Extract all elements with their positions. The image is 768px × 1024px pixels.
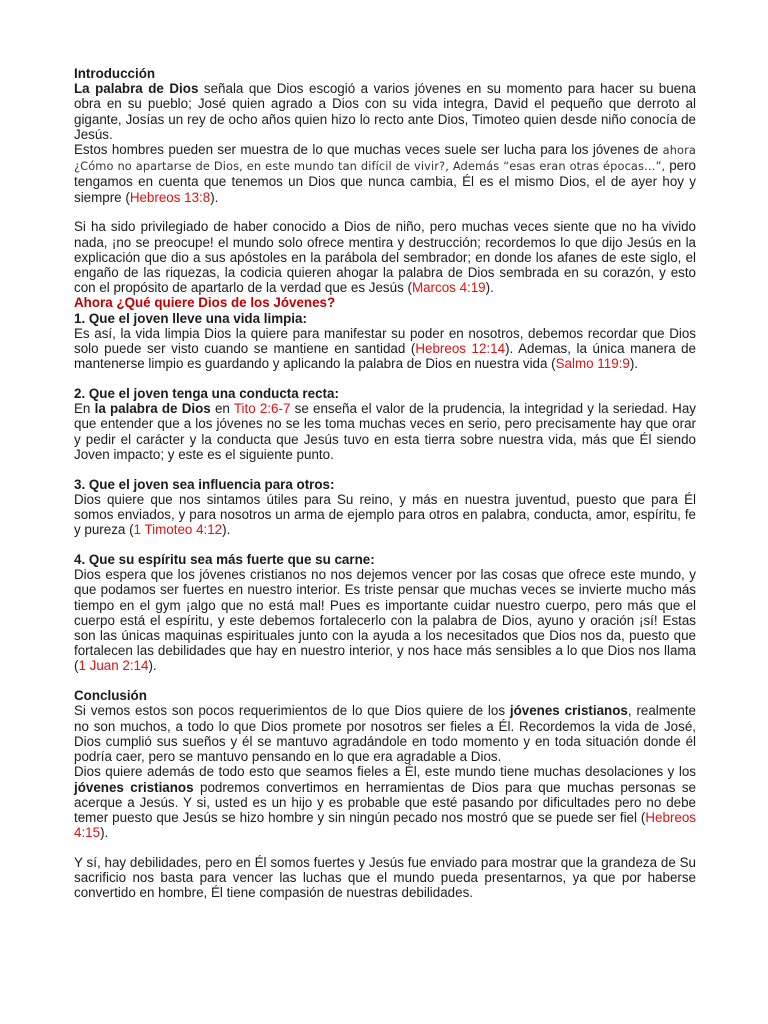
conclusion-paragraph-3: Y sí, hay debilidades, pero en Él somos fuertes y Jesús fue enviado para mostrar que la grandeza de Su sacrificio nos basta para vencer las luchas que el mundo pueda presentarnos, ya que por haberse convertido en hombre, Él tiene compasión de nuestras debilidades. — [74, 854, 696, 901]
section-1-paragraph: Es así, la vida limpia Dios la quiere para manifestar su poder en nosotros, debemos recordar que Dios solo puede ser visto cuando se mantiene en santidad (Hebreos 12:14). Ademas, la única manera de mantenerse limpio es guardando y aplicando la palabra de Dios en nuestra vida (Salmo 119:9). — [74, 325, 697, 372]
bold-phrase: La palabra de Dios — [74, 81, 199, 97]
section-3-paragraph: Dios quiere que nos sintamos útiles para Su reino, y más en nuestra juventud, puesto que para Él somos enviados, y para nosotros un arma de ejemplo para otros en palabra, conducta, amor, espíritu, fe y pureza (1 Timoteo 4:12). — [74, 491, 696, 538]
intro-paragraph-2: Estos hombres pueden ser muestra de lo que muchas veces suele ser lucha para los jóvenes de ahora ¿Cómo no apartarse de Dios, en este mundo tan difícil de vivir?, Además “esas eran otras épocas…”, pero tengamos en cuenta que tenemos un Dios que nunca cambia, Él es el mismo Dios, el de ayer hoy y siempre (Hebreos 13:8). — [74, 142, 696, 205]
section-1-heading: 1. Que el joven lleve una vida limpia: — [74, 310, 307, 326]
section-4-paragraph: Dios espera que los jóvenes cristianos no nos dejemos vencer por las cosas que ofrece este mundo, y que podamos ser fuertes en nuestro interior. Es triste pensar que muchas veces se invierte mucho más tiempo en el gym ¡algo que no está mal! Pues es importante cuidar nuestro cuerpo, pero más que el cuerpo está el espíritu, y este debemos fortalecerlo con la palabra de Dios, ayuno y oración ¡sí! Estas son las únicas maquinas espirituales junto con la ayuda a los necesitados que Dios nos da, puesto que fortalecen las debilidades que hay en nuestro interior, y nos hace más sensibles a lo que Dios nos llama (1 Juan 2:14). — [74, 567, 696, 674]
scripture-reference: Hebreos 4:15 — [74, 809, 696, 841]
section-4-heading: 4. Que su espíritu sea más fuerte que su carne: — [74, 552, 375, 568]
main-heading: Ahora ¿Qué quiere Dios de los Jóvenes? — [74, 295, 336, 311]
intro-paragraph-1: La palabra de Dios señala que Dios escogió a varios jóvenes en su momento para hacer su buena obra en su pueblo; José quien agrado a Dios con su vida integra, David el pequeño que derroto al gigante, Josías un rey de ocho años quien hizo lo recto ante Dios, Timoteo quien desde niño conocía de Jesús. — [74, 81, 696, 142]
conclusion-paragraph-2: Dios quiere además de todo esto que seamos fieles a Él, este mundo tiene muchas desolaciones y los jóvenes cristianos podremos convertimos en herramientas de Dios para que muchas personas se acerque a Jesús. Y si, usted es un hijo y es probable que esté pasando por dificultades pero no debe temer puesto que Jesús se hizo hombre y sin ningún pecado nos mostró que se puede ser fiel (Hebreos 4:15). — [74, 764, 696, 841]
scripture-reference: Salmo 119:9 — [555, 356, 630, 372]
section-2-heading: 2. Que el joven tenga una conducta recta: — [74, 386, 339, 402]
intro-heading: Introducción — [74, 66, 156, 81]
section-3-heading: 3. Que el joven sea influencia para otros: — [74, 476, 335, 492]
section-2-paragraph: En la palabra de Dios en Tito 2:6-7 se enseña el valor de la prudencia, la integridad y la seriedad. Hay que entender que a los jóvenes no se les toma muchas veces en serio, pero precisamente hay que orar y pedir el carácter y la conducta que Jesús tuvo en esta tierra sobre nuestra vida, más que Él siendo Joven impacto; y este es el siguiente punto. — [74, 401, 696, 462]
scripture-reference: Marcos 4:19 — [411, 280, 486, 296]
scripture-reference: 1 Juan 2:14 — [78, 658, 149, 674]
intro-paragraph-3: Si ha sido privilegiado de haber conocido a Dios de niño, pero muchas veces siente que no ha vivido nada, ¡no se preocupe! el mundo solo ofrece mentira y destrucción; recordemos lo que dijo Jesús en la explicación que dio a sus apóstoles en la parábola del sembrador; en donde los afanes de este siglo, el engaño de las riquezas, la codicia quieren ahogar la palabra de Dios sembrada en su corazón, y esto con el propósito de apartarlo de la verdad que es Jesús (Marcos 4:19). — [74, 219, 696, 296]
scripture-reference: 1 Timoteo 4:12 — [133, 522, 223, 538]
bold-phrase: jóvenes cristianos — [509, 703, 628, 719]
bold-phrase: la palabra de Dios — [94, 401, 211, 417]
conclusion-heading: Conclusión — [74, 688, 147, 704]
scripture-reference: Hebreos 12:14 — [415, 341, 506, 357]
scripture-reference: Hebreos 13:8 — [129, 189, 211, 205]
bold-phrase: jóvenes cristianos — [74, 779, 194, 795]
quoted-phrase: ahora ¿Cómo no apartarse de Dios, en este mundo tan difícil de vivir?, Además “esas eran otras épocas…”, — [74, 143, 696, 174]
conclusion-paragraph-1: Si vemos estos son pocos requerimientos de lo que Dios quiere de los jóvenes cristianos, realmente no son muchos, a todo lo que Dios promete por nosotros ser fieles a Él. Recordemos la vida de José, Dios cumplió sus sueños y él se mantuvo agradándole en todo momento y en toda situación donde él podría caer, pero se mantuvo pensando en lo que era agradable a Dios. — [74, 703, 696, 765]
scripture-reference: Tito 2:6-7 — [233, 401, 291, 417]
